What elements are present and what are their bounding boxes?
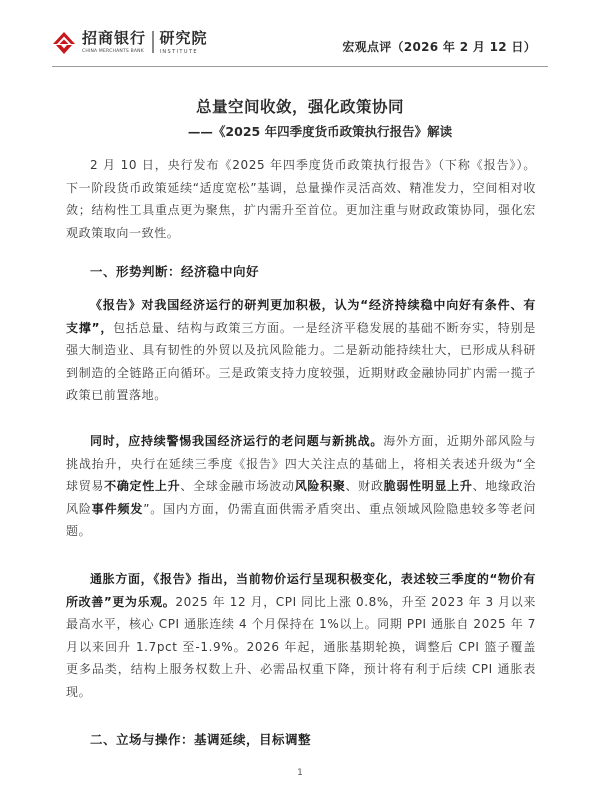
page-number: 1	[297, 768, 303, 778]
bank-name-en: CHINA MERCHANTS BANK	[82, 49, 144, 54]
intro-paragraph: 2 月 10 日，央行发布《2025 年四季度货币政策执行报告》（下称《报告》）。下一阶段货币政策延续“适度宽松”基调，总量操作灵活高效、精准发力，空间相对收敛；结构性工具重点更为聚焦，扩内需升至首位。更加注重与财政政策协同，强化宏观政策取向一致性。	[66, 158, 536, 240]
doc-type-date: 宏观点评（2026 年 2 月 12 日）	[342, 40, 536, 54]
institute-name-en: INSTITUTE	[159, 49, 198, 55]
risks-bold-1: 不确定性上升	[104, 479, 181, 493]
page-header	[0, 0, 600, 66]
paragraph-risks-lead: 同时，应持续警惕我国经济运行的老问题与新挑战。	[90, 434, 384, 448]
logo	[52, 30, 208, 62]
paragraph-risks	[66, 430, 536, 543]
risks-text-5: ”。国内方面，仍需直面供需矛盾突出、重点领域风险隐患较多等老问题。	[66, 501, 536, 538]
section-heading-2: 二、立场与操作：基调延续，目标调整	[90, 732, 312, 747]
section-heading-1: 一、形势判断：经济稳中向好	[90, 264, 260, 279]
paragraph-inflation	[66, 568, 536, 703]
paragraph-inflation-lead: 通胀方面，《报告》指出，当前物价运行呈现积极变化，表述较三季度的“物价有所改善”更为乐观。	[66, 572, 536, 609]
paragraph-outlook-lead: 《报告》对我国经济运行的研判更加积极，认为“经济持续稳中向好有条件、有支撑”，	[66, 298, 536, 335]
risks-bold-3: 脆弱性明显上升	[383, 479, 473, 493]
risks-bold-4: 事件频发	[91, 501, 144, 516]
institute-name: 研究院	[159, 29, 208, 47]
bank-name: 招商银行	[82, 29, 147, 47]
risks-text-2: 、全球金融市场波动	[180, 479, 295, 493]
paragraph-inflation-body: 2025 年 12 月，CPI 同比上涨 0.8%，升至 2023 年 3 月以来最高水平，核心 CPI 通胀连续 4 个月保持在 1%以上。同期 PPI 通胀自 2025 年 7 月以来回升 1.7pct 至-1.9%。2026 年起，通胀基期轮换，调整后 CPI 篮子覆盖更多品类，结构上服务权数上升、必需品权重下降，预计将有利于后续 CPI 通胀表现。	[66, 594, 536, 699]
paragraph-outlook	[66, 294, 536, 407]
page-subtitle: ——《2025 年四季度货币政策执行报告》解读	[187, 124, 453, 139]
logo-divider	[152, 31, 154, 53]
risks-bold-2: 风险积聚	[294, 479, 346, 493]
risks-text-1: 海外方面，近期外部风险与挑战抬升，央行在延续三季度《报告》四大关注点的基础上，将相关表述升级为“全球贸易	[66, 434, 537, 493]
risks-text-3: 、财政	[345, 479, 384, 493]
cmb-logo-icon	[52, 31, 76, 55]
page-title: 总量空间收敛，强化政策协同	[195, 98, 404, 116]
risks-text-4: 、地缘政治风险	[66, 479, 537, 516]
header-divider	[52, 66, 548, 67]
paragraph-outlook-body: 包括总量、结构与政策三方面。一是经济平稳发展的基础不断夯实，特别是强大制造业、具有韧性的外贸以及抗风险能力。二是新动能持续壮大，已形成从科研到制造的全链路正向循环。三是政策支持力度较强，近期财政金融协同扩内需一揽子政策已前置落地。	[66, 320, 536, 402]
